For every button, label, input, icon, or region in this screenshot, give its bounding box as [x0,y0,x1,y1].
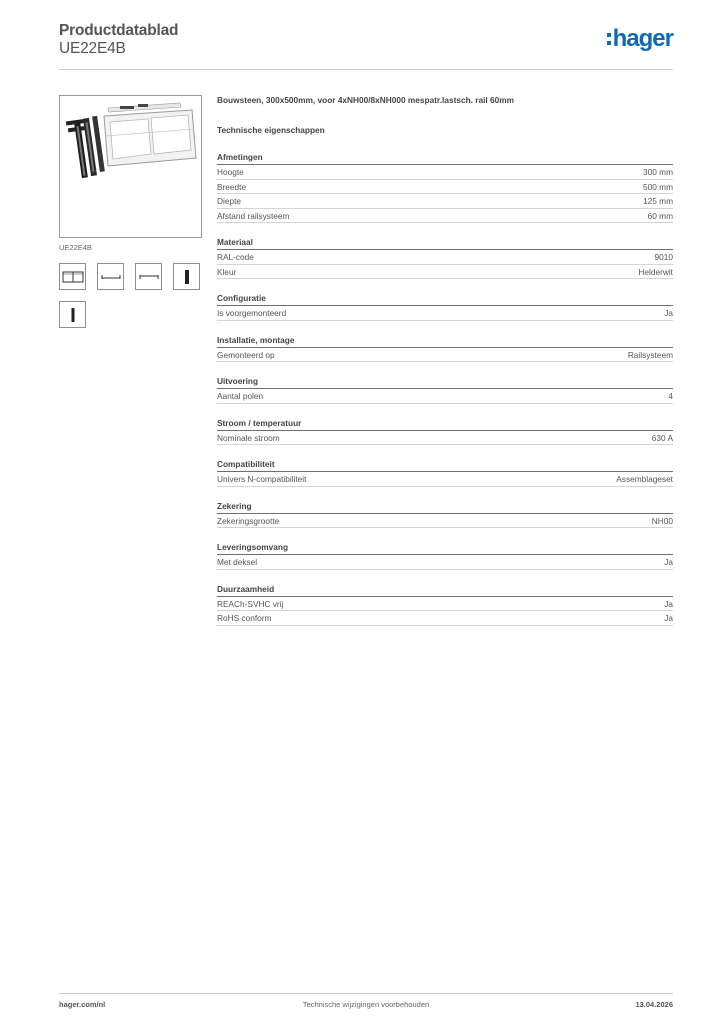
thumbnail-front[interactable] [59,263,86,290]
spec-group [217,579,673,626]
hager-logo [607,24,673,54]
spec-value: Assemblageset [616,474,673,484]
spec-groups [217,147,673,626]
spec-value: Helderwit [638,266,673,277]
spec-group-title: Installatie, montage [217,330,673,348]
spec-value: 300 mm [643,167,673,177]
spec-group [217,288,673,321]
spec-group-title: Afmetingen [217,147,673,165]
spec-label: Diepte [217,196,241,206]
spec-row [217,514,673,529]
spec-group-title: Zekering [217,496,673,514]
spec-row [217,194,673,209]
spec-group-title: Stroom / temperatuur [217,413,673,431]
section-title: Technische eigenschappen [217,125,325,135]
thumbnail-side-alt[interactable] [59,301,86,328]
spec-row [217,180,673,195]
spec-value: 4 [668,391,673,401]
logo-text: hager [612,25,673,52]
spec-row [217,306,673,321]
spec-group-title: Uitvoering [217,371,673,389]
thumbnail-side[interactable] [173,263,200,290]
spec-row [217,389,673,404]
spec-group [217,147,673,223]
product-code: UE22E4B [59,40,126,57]
spec-group-title: Leveringsomvang [217,537,673,555]
document-title: Productdatablad [59,22,179,39]
spec-row [217,209,673,224]
spec-value: Ja [664,308,673,318]
spec-label: Zekeringsgrootte [217,515,280,526]
thumbnail-bottom[interactable] [135,263,162,290]
spec-value: Ja [664,598,673,609]
spec-value: 500 mm [643,181,673,192]
side-view-icon [183,269,191,285]
spec-row [217,165,673,180]
spec-group-title: Compatibiliteit [217,454,673,472]
spec-label: Breedte [217,181,247,192]
spec-label: Aantal polen [217,391,264,401]
thumbnail-top[interactable] [97,263,124,290]
side-view-alt-icon [69,307,77,323]
spec-label: Afstand railsysteem [217,210,290,221]
product-description: Bouwsteen, 300x500mm, voor 4xNH00/8xNH000 mespatr.lastsch. rail 60mm [217,95,514,105]
spec-group [217,537,673,570]
spec-value: 630 A [651,432,673,443]
bottom-view-icon [138,272,160,282]
spec-group [217,496,673,529]
spec-label: Kleur [217,266,237,277]
footer-website-link[interactable]: hager.com/nl [59,1000,106,1009]
spec-value: 60 mm [647,210,673,221]
spec-value: 125 mm [643,196,673,206]
spec-label: REACh-SVHC vrij [217,598,284,609]
spec-label: Gemonteerd op [217,349,275,360]
spec-label: RoHS conform [217,613,272,623]
spec-value: 9010 [654,252,673,262]
spec-label: Is voorgemonteerd [217,308,287,318]
product-illustration-icon [60,96,201,237]
front-view-icon [62,270,84,284]
spec-group [217,413,673,446]
spec-label: Met deksel [217,557,258,567]
spec-row [217,265,673,280]
spec-row [217,611,673,626]
spec-group-title: Configuratie [217,288,673,306]
spec-row [217,431,673,446]
logo-dots-icon [607,33,611,45]
footer-date: 13.04.2026 [635,1000,673,1009]
top-view-icon [100,272,122,282]
spec-row [217,250,673,265]
spec-value: Ja [664,557,673,567]
spec-group [217,371,673,404]
spec-label: Nominale stroom [217,432,280,443]
spec-label: Univers N-compatibiliteit [217,474,307,484]
spec-row [217,348,673,363]
spec-label: RAL-code [217,252,254,262]
spec-row [217,472,673,487]
spec-group [217,454,673,487]
footer-disclaimer: Technische wijzigingen voorbehouden [302,1000,430,1009]
spec-group [217,330,673,363]
spec-group-title: Duurzaamheid [217,579,673,597]
spec-group-title: Materiaal [217,232,673,250]
spec-group [217,232,673,279]
spec-row [217,555,673,570]
product-image [59,95,202,238]
page-footer [59,993,673,1013]
page-header [59,20,673,70]
spec-value: Railsysteem [627,349,673,360]
image-caption: UE22E4B [59,243,92,252]
spec-value: Ja [664,613,673,623]
product-details [217,95,673,626]
spec-value: NH00 [651,515,673,526]
spec-label: Hoogte [217,167,244,177]
spec-row [217,597,673,612]
